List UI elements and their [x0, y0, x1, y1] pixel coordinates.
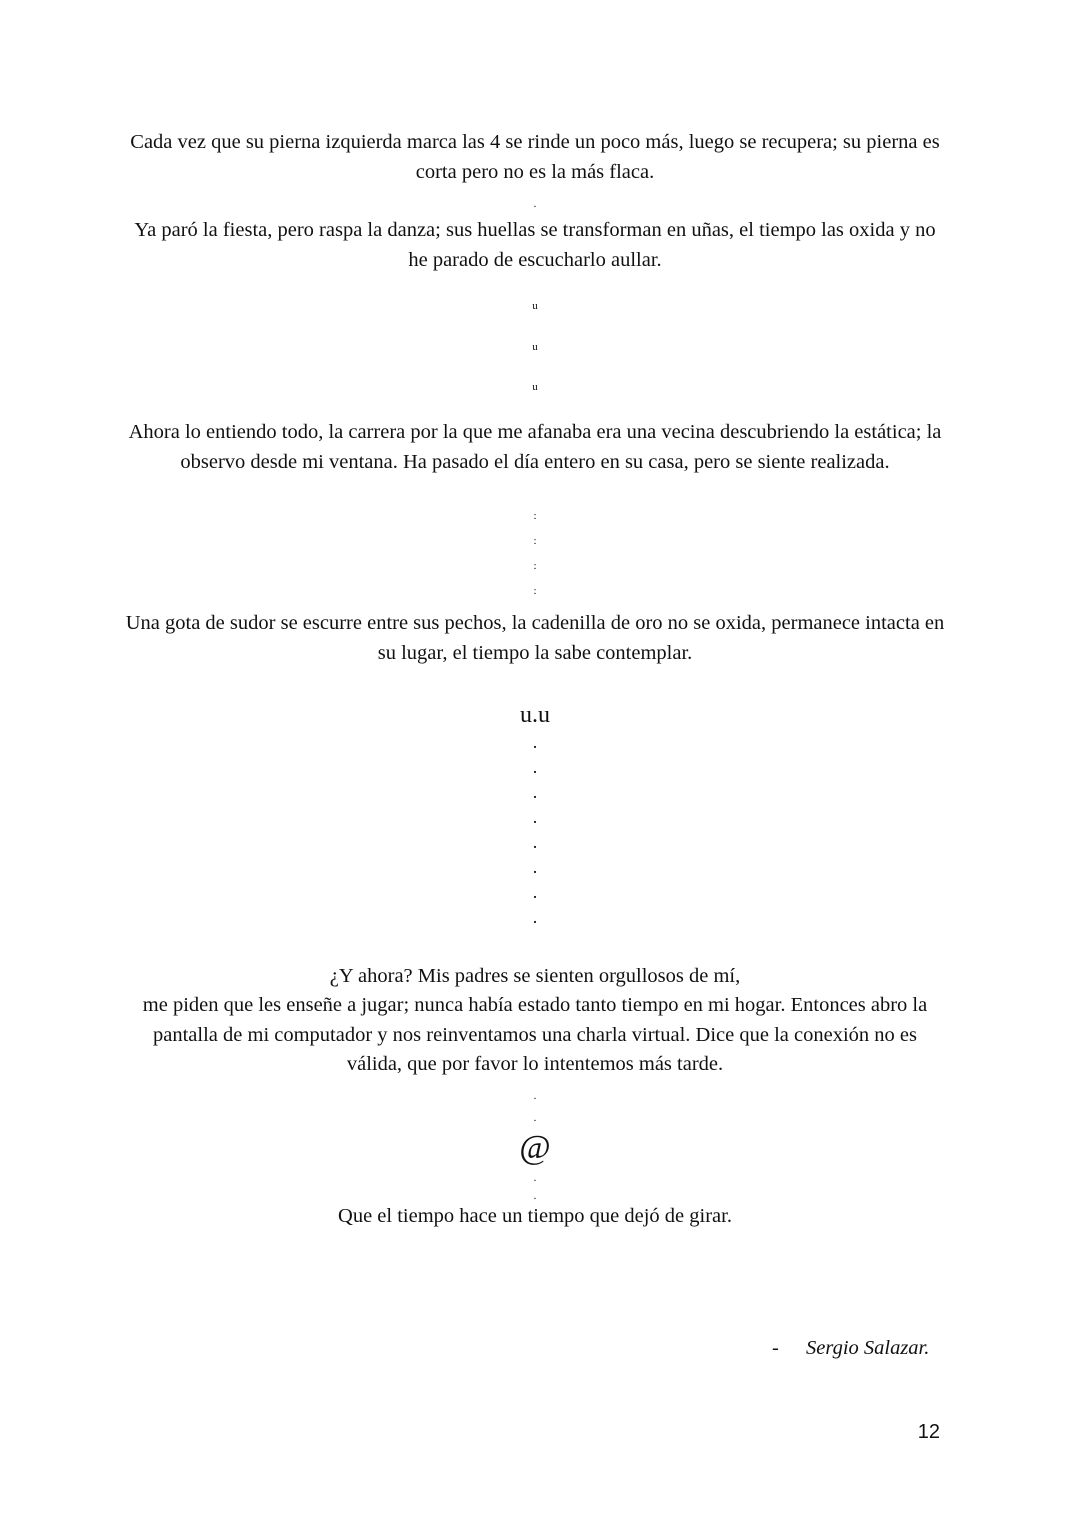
separator-colon-2: :: [533, 535, 537, 547]
separator-colon-1: :: [533, 510, 537, 522]
separator-u-3: u: [532, 381, 538, 393]
at-symbol: @: [519, 1129, 551, 1166]
vertical-dot: .: [532, 832, 538, 852]
paragraph-2: Ya paró la fiesta, pero raspa la danza; sus huellas se transforman en uñas, el tiempo las oxida y no he parado de escucharlo aullar.: [134, 219, 936, 271]
separator-dot: .: [533, 1112, 537, 1124]
paragraph-7: Que el tiempo hace un tiempo que dejó de girar.: [338, 1205, 732, 1227]
author-name: Sergio Salazar.: [806, 1337, 930, 1359]
page-number: 12: [917, 1421, 940, 1443]
separator-u-1: u: [532, 300, 538, 312]
vertical-dot: .: [532, 757, 538, 777]
signature-dash: -: [772, 1337, 779, 1359]
paragraph-5: ¿Y ahora? Mis padres se sienten orgullosos de mí,: [329, 965, 741, 987]
paragraph-4: Una gota de sudor se escurre entre sus pechos, la cadenilla de oro no se oxida, permanece intacta en su lugar, el tiempo la sabe contemplar.: [125, 612, 945, 664]
separator-dot: .: [533, 1172, 537, 1184]
separator-dot: .: [533, 1190, 537, 1202]
signature: [772, 1334, 929, 1362]
vertical-dot: .: [532, 782, 538, 802]
separator-u-2: u: [532, 341, 538, 353]
vertical-dot: .: [532, 882, 538, 902]
separator-dot: .: [533, 1090, 537, 1102]
uu-symbol: u.u: [520, 702, 550, 728]
vertical-dot: .: [532, 732, 538, 752]
separator-dot: .: [533, 198, 537, 210]
paragraph-3: Ahora lo entiendo todo, la carrera por la que me afanaba era una vecina descubriendo la estática; la observo desde mi ventana. Ha pasado el día entero en su casa, pero se siente realizada.: [128, 421, 942, 473]
vertical-dot: .: [532, 907, 538, 927]
separator-colon-4: :: [533, 585, 537, 597]
separator-colon-3: :: [533, 560, 537, 572]
vertical-dot: .: [532, 807, 538, 827]
vertical-dot: .: [532, 857, 538, 877]
paragraph-1: Cada vez que su pierna izquierda marca las 4 se rinde un poco más, luego se recupera; su pierna es corta pero no es la más flaca.: [130, 131, 940, 183]
paragraph-6: me piden que les enseñe a jugar; nunca había estado tanto tiempo en mi hogar. Entonces abro la pantalla de mi computador y nos reinventamos una charla virtual. Dice que la conexión no es válida, que por favor lo intentemos más tarde.: [142, 994, 928, 1075]
